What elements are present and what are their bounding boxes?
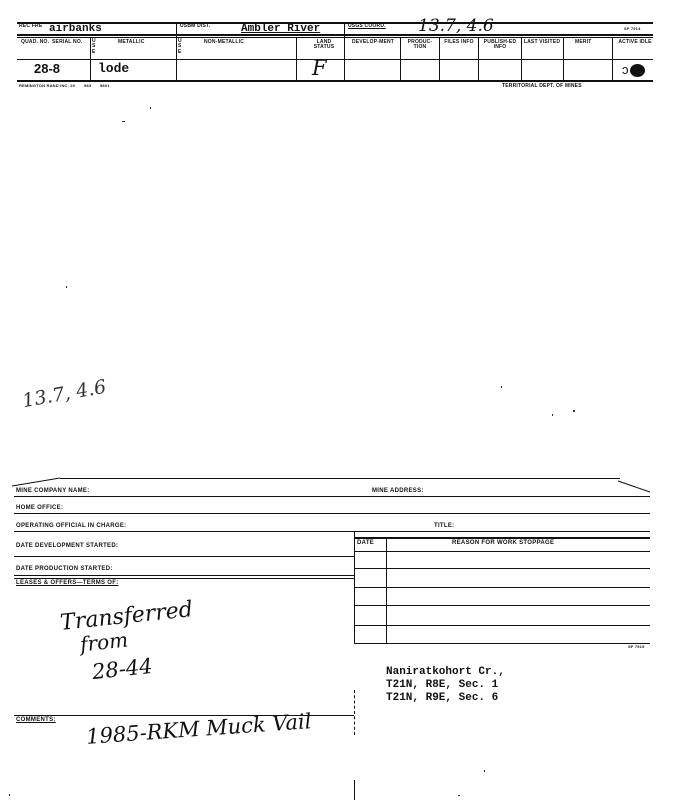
rec-value: airbanks bbox=[49, 23, 102, 35]
quad-serial-value: 28-8 bbox=[34, 61, 61, 76]
handwriting-transferred: Transferred bbox=[59, 597, 195, 636]
label-mine-company-name: MINE COMPANY NAME: bbox=[16, 488, 90, 494]
pencil-coords: 13.7, 4.6 bbox=[20, 375, 108, 413]
hdr-merit: MERIT bbox=[575, 39, 592, 45]
label-operating-official: OPERATING OFFICIAL IN CHARGE: bbox=[16, 523, 127, 529]
metallic-value: lode bbox=[98, 61, 130, 76]
handwriting-from: from bbox=[78, 627, 130, 657]
location-line-2: T21N, R8E, Sec. 1 bbox=[386, 679, 499, 691]
rec-label: REC FRE bbox=[19, 23, 43, 29]
footer-code-1: 983 bbox=[84, 83, 92, 88]
location-line-1: Naniratkohort Cr., bbox=[386, 666, 505, 678]
usgs-coord-label: USGS COORD. bbox=[348, 23, 386, 29]
hdr-files-info: FILES INFO bbox=[444, 39, 474, 45]
hdr-active-idle: ACTIVE IDLE bbox=[618, 39, 652, 45]
location-line-3: T21N, R9E, Sec. 6 bbox=[386, 692, 499, 704]
hdr-use-nonmetallic: U S E bbox=[178, 38, 182, 55]
hdr-published-info: PUBLISH-ED INFO bbox=[483, 39, 517, 51]
label-mine-address: MINE ADDRESS: bbox=[372, 488, 424, 494]
label-date-development: DATE DEVELOPMENT STARTED: bbox=[16, 543, 119, 549]
hdr-last-visited: LAST VISITED bbox=[523, 39, 561, 45]
idle-mark: ɔ bbox=[622, 62, 629, 77]
hdr-nonmetallic: NON-METALLIC bbox=[204, 39, 245, 45]
hdr-development: DEVELOP-MENT bbox=[351, 39, 395, 45]
usbm-dist-value: Ambler River bbox=[241, 23, 321, 35]
hdr-serial-no: SERIAL NO. bbox=[52, 39, 83, 45]
footer-code-2: 5801 bbox=[100, 83, 110, 88]
label-leases: LEASES & OFFERS—TERMS OF: bbox=[16, 580, 119, 586]
hdr-quad-no: QUAD. NO. bbox=[21, 39, 50, 45]
usgs-coord-value: 13.7, 4.6 bbox=[418, 16, 494, 36]
label-home-office: HOME OFFICE: bbox=[16, 505, 64, 511]
handwriting-source-number: 28-44 bbox=[90, 653, 154, 685]
label-date-production: DATE PRODUCTION STARTED: bbox=[16, 566, 113, 572]
handwriting-comments: 1985-RKM Muck Vail bbox=[85, 709, 313, 749]
footer-right: TERRITORIAL DEPT. OF MINES bbox=[502, 83, 582, 89]
hdr-production: PRODUC-TION bbox=[407, 39, 433, 51]
footer-left: REMINGTON RAND INC. 20 bbox=[19, 83, 76, 88]
col-date: DATE bbox=[357, 540, 375, 546]
usbm-dist-label: USBM DIST. bbox=[180, 23, 211, 29]
label-comments: COMMENTS: bbox=[16, 717, 56, 723]
land-status-value: F bbox=[312, 56, 327, 80]
form-number-bottom: SF 7915 bbox=[628, 644, 645, 649]
hdr-use-metallic: U S E bbox=[92, 38, 96, 55]
form-number-top: SF 7914 bbox=[624, 26, 641, 31]
location-block bbox=[386, 666, 505, 705]
label-title: TITLE: bbox=[434, 523, 455, 529]
hdr-land-status: LAND STATUS bbox=[313, 39, 335, 51]
col-reason: REASON FOR WORK STOPPAGE bbox=[452, 540, 555, 546]
hdr-metallic: METALLIC bbox=[118, 39, 145, 45]
